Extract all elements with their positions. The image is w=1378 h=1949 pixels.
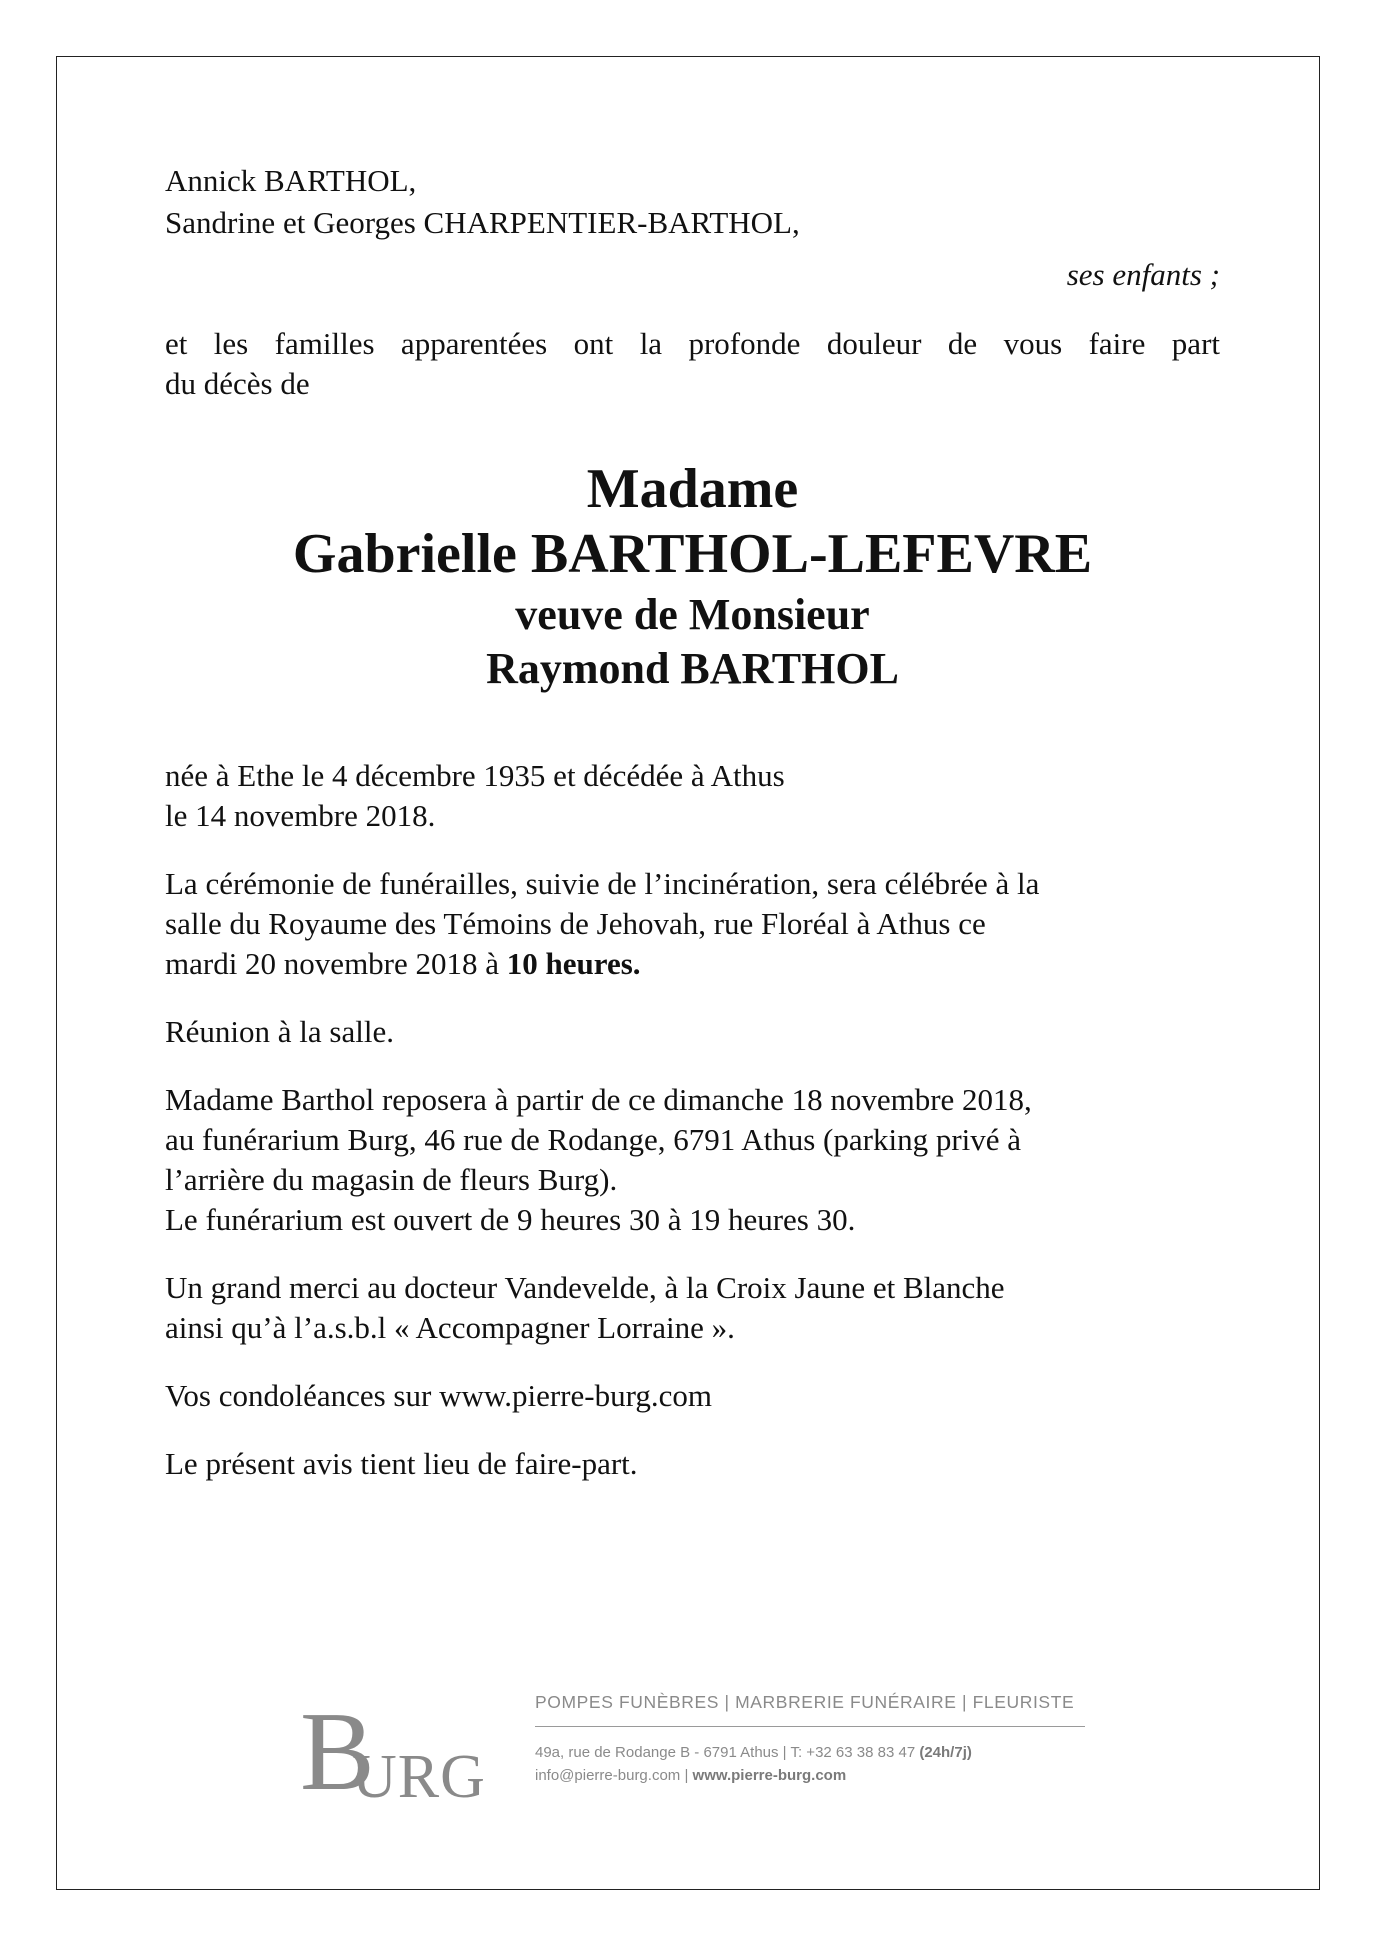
condolences-text: Vos condoléances sur www.pierre-burg.com: [165, 1378, 712, 1413]
ceremony-line-2: salle du Royaume des Témoins de Jehovah, rue Floréal à Athus ce: [165, 906, 986, 941]
intro-line-2: du décès de: [165, 366, 310, 401]
thanks-paragraph: [165, 1268, 1220, 1348]
deceased-name: Gabrielle BARTHOL-LEFEVRE: [292, 523, 1093, 585]
ceremony-line-1: La cérémonie de funérailles, suivie de l’incinération, sera célébrée à la: [165, 866, 1040, 901]
ceremony-date: mardi 20 novembre 2018 à: [165, 946, 507, 981]
ceremony-line-3: [165, 944, 1220, 984]
rest-line-3: l’arrière du magasin de fleurs Burg).: [165, 1162, 618, 1197]
funeral-home-footer: [300, 1690, 1100, 1814]
birth-line-1: née à Ethe le 4 décembre 1935 et décédée à Athus: [165, 758, 785, 793]
burg-logo: [300, 1690, 490, 1814]
rest-line-2: au funérarium Burg, 46 rue de Rodange, 6791 Athus (parking privé à: [165, 1122, 1022, 1157]
footer-contact-line: [535, 1764, 1095, 1787]
footer-email[interactable]: info@pierre-burg.com |: [535, 1767, 689, 1784]
footer-address-line: [535, 1741, 1095, 1764]
thanks-line-1: Un grand merci au docteur Vandevelde, à la Croix Jaune et Blanche: [165, 1270, 1005, 1305]
reunion-text: Réunion à la salle.: [165, 1014, 394, 1049]
birth-line-2: le 14 novembre 2018.: [165, 798, 436, 833]
intro-line-1: et les familles apparentées ont la profonde douleur de vous faire part: [165, 326, 1220, 361]
deceased-title: Madame: [586, 458, 799, 520]
logo-letters: URG: [352, 1743, 486, 1811]
footer-divider: [535, 1726, 1085, 1727]
birth-paragraph: [165, 756, 1220, 836]
child-1: Annick BARTHOL,: [165, 163, 417, 198]
child-2: Sandrine et Georges CHARPENTIER-BARTHOL,: [165, 205, 800, 240]
deceased-spouse: Raymond BARTHOL: [486, 644, 899, 693]
footer-services: POMPES FUNÈBRES | MARBRERIE FUNÉRAIRE | FLEURISTE: [535, 1692, 1075, 1712]
rest-paragraph: [165, 1080, 1220, 1240]
ceremony-time: 10 heures.: [506, 946, 641, 981]
footer-address: 49a, rue de Rodange B - 6791 Athus | T: +32 63 38 83 47: [535, 1744, 916, 1761]
notice-text: Le présent avis tient lieu de faire-part.: [165, 1446, 638, 1481]
footer-website[interactable]: www.pierre-burg.com: [692, 1767, 847, 1784]
footer-text: [535, 1690, 1095, 1787]
obituary-body: [165, 160, 1220, 1484]
rest-line-1: Madame Barthol reposera à partir de ce dimanche 18 novembre 2018,: [165, 1082, 1032, 1117]
children-label: ses enfants ;: [1066, 257, 1220, 292]
logo-letter-b: B: [300, 1690, 376, 1814]
rest-line-4: Le funérarium est ouvert de 9 heures 30 à 19 heures 30.: [165, 1202, 856, 1237]
ceremony-paragraph: [165, 864, 1220, 984]
footer-hours: (24h/7j): [919, 1744, 972, 1761]
thanks-line-2: ainsi qu’à l’a.s.b.l « Accompagner Lorraine ».: [165, 1310, 735, 1345]
deceased-relation: veuve de Monsieur: [515, 590, 870, 639]
deceased-block: [165, 458, 1220, 696]
